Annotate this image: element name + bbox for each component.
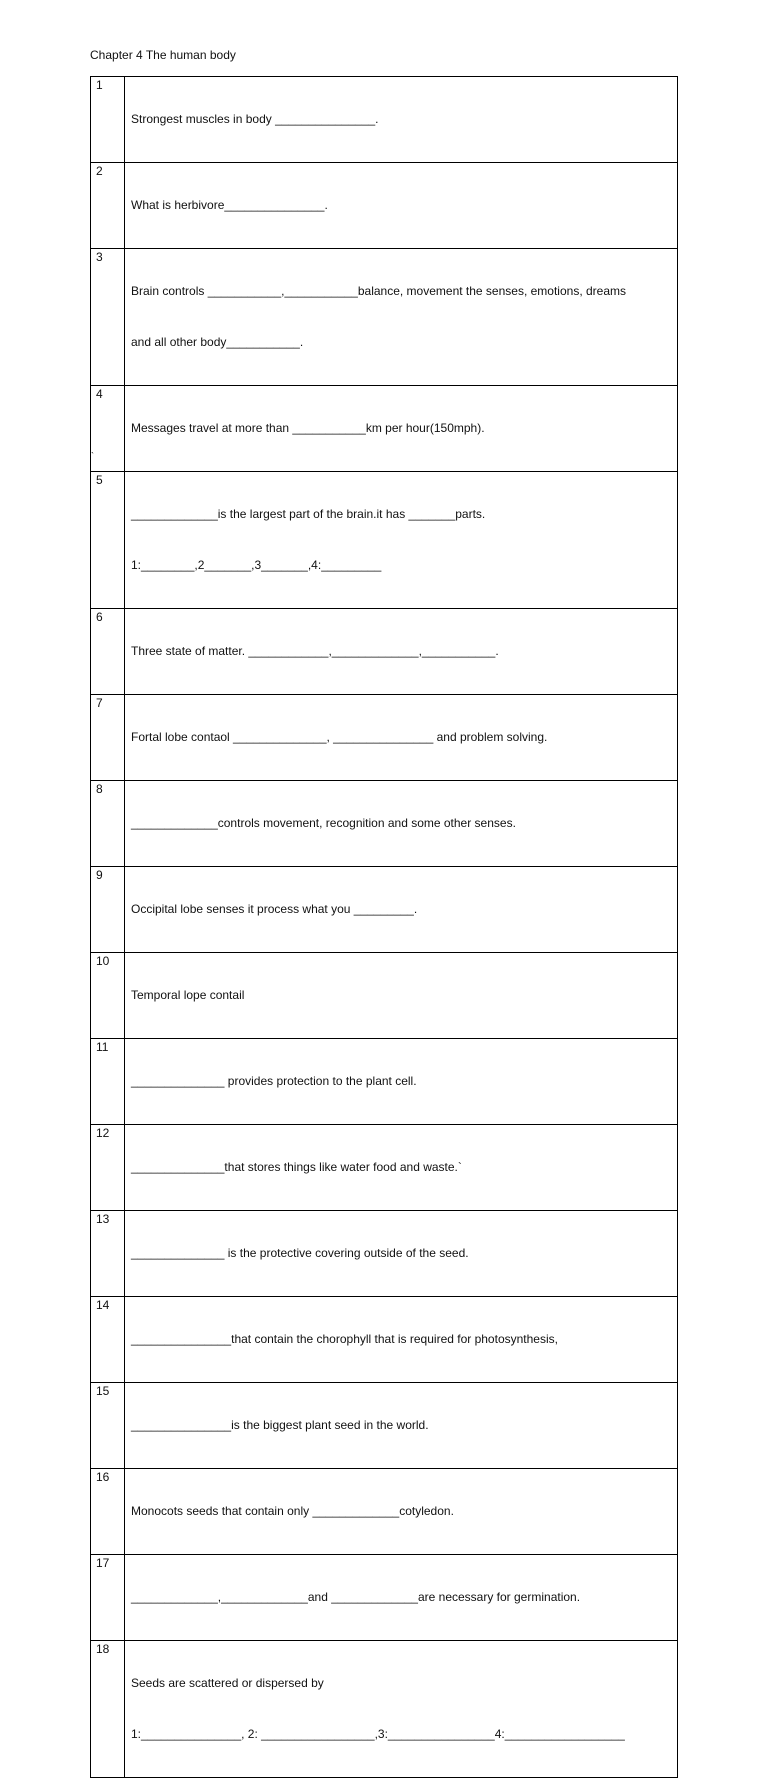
question-line: 1:________,2_______,3_______,4:_________ <box>131 558 382 572</box>
row-number: 14 <box>91 1297 125 1383</box>
question-line: ______________that stores things like water food and waste.` <box>131 1160 462 1174</box>
worksheet-table <box>90 76 678 1778</box>
question-text <box>125 386 678 472</box>
question-text <box>125 1383 678 1469</box>
table-row <box>91 1297 678 1383</box>
question-text <box>125 163 678 249</box>
table-row <box>91 249 678 386</box>
row-number: 15 <box>91 1383 125 1469</box>
question-line: Three state of matter. ____________,_____________,___________. <box>131 644 499 658</box>
question-line: Temporal lope contail <box>131 988 245 1002</box>
row-number: 12 <box>91 1125 125 1211</box>
question-text <box>125 1211 678 1297</box>
table-row <box>91 386 678 472</box>
question-text <box>125 1125 678 1211</box>
row-number: 11 <box>91 1039 125 1125</box>
question-text <box>125 1555 678 1641</box>
question-line: _____________,_____________and _____________are necessary for germination. <box>131 1590 581 1604</box>
row-number: 17 <box>91 1555 125 1641</box>
question-text <box>125 695 678 781</box>
question-line: _______________that contain the chorophyll that is required for photosynthesis, <box>131 1332 558 1346</box>
question-text <box>125 472 678 609</box>
question-text <box>125 609 678 695</box>
table-row <box>91 609 678 695</box>
row-number: 8 <box>91 781 125 867</box>
question-text <box>125 1469 678 1555</box>
row-number: 18 <box>91 1641 125 1778</box>
question-line: ______________ provides protection to the plant cell. <box>131 1074 417 1088</box>
question-text <box>125 781 678 867</box>
table-row <box>91 953 678 1039</box>
question-line: Strongest muscles in body _______________. <box>131 112 379 126</box>
table-row <box>91 867 678 953</box>
row-number: 6 <box>91 609 125 695</box>
question-line: What is herbivore_______________. <box>131 198 328 212</box>
question-line: ______________ is the protective covering outside of the seed. <box>131 1246 469 1260</box>
row-number: 2 <box>91 163 125 249</box>
question-line: Seeds are scattered or dispersed by <box>131 1676 324 1690</box>
question-text <box>125 249 678 386</box>
question-line: Monocots seeds that contain only _____________cotyledon. <box>131 1504 454 1518</box>
question-text <box>125 1039 678 1125</box>
question-line: _______________is the biggest plant seed in the world. <box>131 1418 429 1432</box>
document-title: Chapter 4 The human body <box>90 48 236 62</box>
row-number: 4 <box>91 386 125 472</box>
table-row <box>91 695 678 781</box>
row-number: 10 <box>91 953 125 1039</box>
question-line: Brain controls ___________,___________balance, movement the senses, emotions, dreams <box>131 284 626 298</box>
table-row <box>91 163 678 249</box>
stray-backtick-mark: ` <box>91 451 94 461</box>
table-row <box>91 1555 678 1641</box>
table-row <box>91 1039 678 1125</box>
row-number: 13 <box>91 1211 125 1297</box>
question-line: and all other body___________. <box>131 335 304 349</box>
question-line: _____________controls movement, recognition and some other senses. <box>131 816 516 830</box>
table-row <box>91 1125 678 1211</box>
question-line: 1:_______________, 2: _________________,3:________________4:__________________ <box>131 1727 625 1741</box>
table-row <box>91 1641 678 1778</box>
question-text <box>125 1641 678 1778</box>
table-row <box>91 1383 678 1469</box>
table-row <box>91 781 678 867</box>
question-line: Messages travel at more than ___________km per hour(150mph). <box>131 421 485 435</box>
question-text <box>125 77 678 163</box>
row-number: 7 <box>91 695 125 781</box>
question-text <box>125 867 678 953</box>
question-line: Fortal lobe contaol ______________, _______________ and problem solving. <box>131 730 548 744</box>
question-text <box>125 953 678 1039</box>
table-row <box>91 1211 678 1297</box>
row-number: 5 <box>91 472 125 609</box>
row-number: 1 <box>91 77 125 163</box>
table-row <box>91 472 678 609</box>
row-number: 3 <box>91 249 125 386</box>
row-number: 16 <box>91 1469 125 1555</box>
question-line: Occipital lobe senses it process what you _________. <box>131 902 418 916</box>
table-row <box>91 77 678 163</box>
question-text <box>125 1297 678 1383</box>
question-line: _____________is the largest part of the brain.it has _______parts. <box>131 507 486 521</box>
row-number: 9 <box>91 867 125 953</box>
table-row <box>91 1469 678 1555</box>
